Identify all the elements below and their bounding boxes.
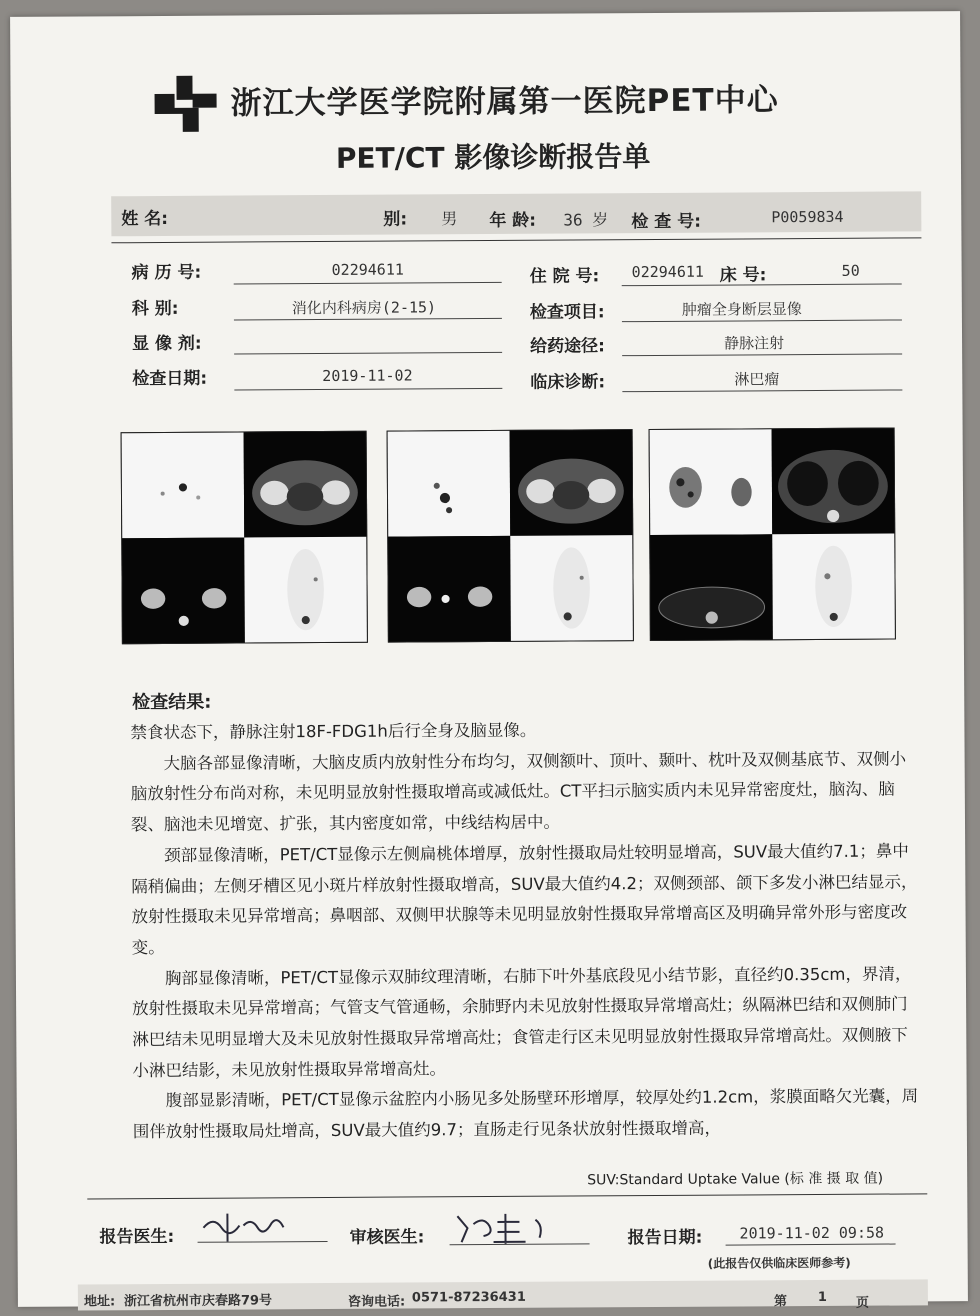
scan-image-pelvis-1 bbox=[121, 431, 368, 644]
band-divider bbox=[111, 237, 921, 243]
exam-item-label: 检查项目: bbox=[529, 302, 605, 323]
scan-image-pelvis-2 bbox=[387, 429, 634, 642]
inpatient-no-value: 02294611 bbox=[631, 262, 704, 282]
gender-label: 别: bbox=[383, 209, 408, 230]
report-title: PET/CT 影像诊断报告单 bbox=[335, 140, 651, 175]
bed-value: 50 bbox=[841, 261, 860, 280]
page-label: 第 bbox=[773, 1294, 787, 1310]
results-heading: 检查结果: bbox=[132, 691, 212, 714]
exam-no-value: P0059834 bbox=[771, 207, 844, 227]
signoff-divider bbox=[87, 1193, 927, 1199]
bed-label: 床 号: bbox=[719, 265, 767, 286]
report-paper bbox=[10, 11, 968, 1311]
record-no-value: 02294611 bbox=[331, 260, 404, 279]
phone-value: 0571-87236431 bbox=[411, 1289, 526, 1306]
scan-image-thorax bbox=[649, 428, 896, 641]
phone-label: 咨询电话: bbox=[347, 1294, 406, 1310]
exam-date-label: 检查日期: bbox=[132, 368, 208, 390]
review-doctor-label: 审核医生: bbox=[349, 1227, 425, 1248]
results-paragraph: 禁食状态下，静脉注射18F-FDG1h后行全身及脑显像。 bbox=[130, 720, 537, 743]
gender-value: 男 bbox=[441, 209, 458, 229]
address-label: 地址: bbox=[83, 1294, 116, 1310]
exam-item-value: 肿瘤全身断层显像 bbox=[681, 300, 802, 319]
page-unit: 页 bbox=[855, 1295, 870, 1311]
results-paragraph: 大脑各部显像清晰，大脑皮质内放射性分布均匀，双侧额叶、顶叶、颞叶、枕叶及双侧基底节、双侧小脑放射性分布尚对称，未见明显放射性摄取增高或减低灶。CT平扫示脑实质内未见异常密度灶，脑沟、脑裂、脑池未见增宽、扩张，其内密度如常，中线结构居中。 bbox=[130, 749, 907, 835]
results-paragraph: 颈部显像清晰，PET/CT显像示左侧扁桃体增厚，放射性摄取局灶较明显增高，SUV最大值约7.1；鼻中隔稍偏曲；左侧牙槽区见小斑片样放射性摄取增高，SUV最大值约4.2；双侧颈部、颌下多发小淋巴结显示，放射性摄取未见异常增高；鼻咽部、双侧甲状腺等未见明显放射性摄取异常增高区及明确异常外形与密度改变。 bbox=[131, 841, 918, 958]
record-no-label: 病 历 号: bbox=[131, 262, 202, 284]
results-paragraph: 胸部显像清晰，PET/CT显像示双肺纹理清晰，右肺下叶外基底段见小结节影，直径约0.35cm，界清，放射性摄取未见异常增高；气管支气管通畅，余肺野内未见放射性摄取异常增高灶；纵隔淋巴结和双侧肺门淋巴结未见明显增大及未见放射性摄取异常增高灶；食管走行区未见明显放射性摄取异常增高灶。双侧腋下小淋巴结影，未见放射性摄取异常增高灶。 bbox=[132, 964, 912, 1080]
exam-date-value: 2019-11-02 bbox=[322, 366, 413, 386]
report-doctor-signature-icon bbox=[197, 1205, 317, 1246]
hospital-name: 浙江大学医学院附属第一医院PET中心 bbox=[230, 82, 779, 122]
route-value: 静脉注射 bbox=[724, 334, 785, 353]
report-note: (此报告仅供临床医师参考) bbox=[707, 1255, 851, 1271]
agent-label: 显 像 剂: bbox=[132, 333, 202, 355]
hospital-logo-icon bbox=[150, 72, 222, 136]
age-label: 年 龄: bbox=[489, 210, 537, 231]
exam-no-label: 检 查 号: bbox=[631, 211, 702, 233]
review-doctor-signature-icon bbox=[449, 1205, 579, 1248]
inpatient-no-label: 住 院 号: bbox=[529, 266, 600, 287]
page-number: 1 bbox=[817, 1289, 827, 1306]
report-date-value: 2019-11-02 09:58 bbox=[739, 1223, 885, 1243]
address-value: 浙江省杭州市庆春路79号 bbox=[123, 1293, 273, 1310]
results-body bbox=[130, 713, 923, 1148]
report-doctor-label: 报告医生: bbox=[99, 1226, 175, 1248]
diagnosis-value: 淋巴瘤 bbox=[734, 370, 780, 389]
name-label: 姓 名: bbox=[121, 208, 169, 230]
results-paragraph: 腹部显影清晰，PET/CT显像示盆腔内小肠见多处肠壁环形增厚，较厚处约1.2cm，浆膜面略欠光囊，周围伴放射性摄取局灶增高，SUV最大值约9.7；直肠走行见条状放射性摄取增高， bbox=[132, 1086, 919, 1142]
report-date-label: 报告日期: bbox=[627, 1227, 703, 1249]
dept-value: 消化内科病房(2-15) bbox=[291, 298, 437, 318]
diagnosis-label: 临床诊断: bbox=[530, 372, 606, 393]
route-label: 给药途径: bbox=[530, 336, 605, 357]
suv-note: SUV:Standard Uptake Value (标 准 摄 取 值) bbox=[587, 1170, 884, 1189]
age-value: 36 岁 bbox=[563, 210, 609, 230]
dept-label: 科 别: bbox=[131, 298, 179, 320]
